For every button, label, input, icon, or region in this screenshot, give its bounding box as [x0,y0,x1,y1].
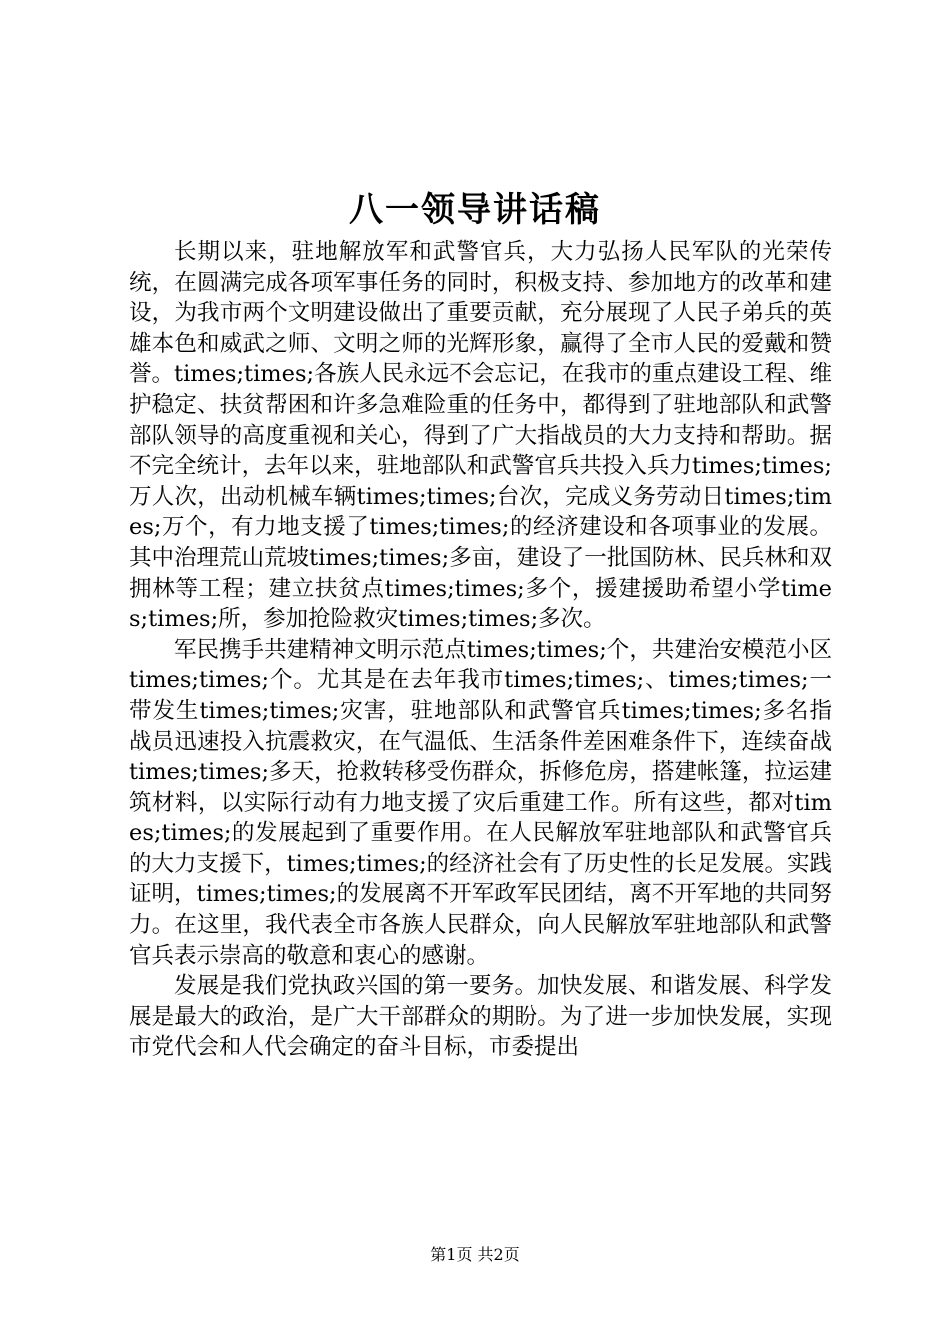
document-body [129,237,832,1063]
paragraph-2: 军民携手共建精神文明示范点times;times;个，共建治安模范小区times;times;个。尤其是在去年我市times;times;、times;times;一带发生times;times;灾害，驻地部队和武警官兵times;times;多名指战员迅速投入抗震救灾，在气温低、生活条件差困难条件下，连续奋战times;times;多天，抢救转移受伤群众，拆修危房，搭建帐篷，拉运建筑材料，以实际行动有力地支援了灾后重建工作。所有这些，都对times;times;的发展起到了重要作用。在人民解放军驻地部队和武警官兵的大力支援下，times;times;的经济社会有了历史性的长足发展。实践证明，times;times;的发展离不开军政军民团结，离不开军地的共同努力。在这里，我代表全市各族人民群众，向人民解放军驻地部队和武警官兵表示崇高的敬意和衷心的感谢。 [129,636,832,969]
paragraph-3: 发展是我们党执政兴国的第一要务。加快发展、和谐发展、科学发展是最大的政治，是广大干部群众的期盼。为了进一步加快发展，实现市党代会和人代会确定的奋斗目标，市委提出 [129,973,832,1061]
page-footer: 第1页 共2页 [430,1245,520,1264]
paragraph-1: 长期以来，驻地解放军和武警官兵，大力弘扬人民军队的光荣传统，在圆满完成各项军事任务的同时，积极支持、参加地方的改革和建设，为我市两个文明建设做出了重要贡献，充分展现了人民子弟兵的英雄本色和威武之师、文明之师的光辉形象，赢得了全市人民的爱戴和赞誉。times;times;各族人民永远不会忘记，在我市的重点建设工程、维护稳定、扶贫帮困和许多急难险重的任务中，都得到了驻地部队和武警部队领导的高度重视和关心，得到了广大指战员的大力支持和帮助。据不完全统计，去年以来，驻地部队和武警官兵共投入兵力times;times;万人次，出动机械车辆times;times;台次，完成义务劳动日times;times;万个，有力地支援了times;times;的经济建设和各项事业的发展。其中治理荒山荒坡times;times;多亩，建设了一批国防林、民兵林和双拥林等工程；建立扶贫点times;times;多个，援建援助希望小学times;times;所，参加抢险救灾times;times;多次。 [129,239,832,633]
document-title: 八一领导讲话稿 [349,190,601,230]
